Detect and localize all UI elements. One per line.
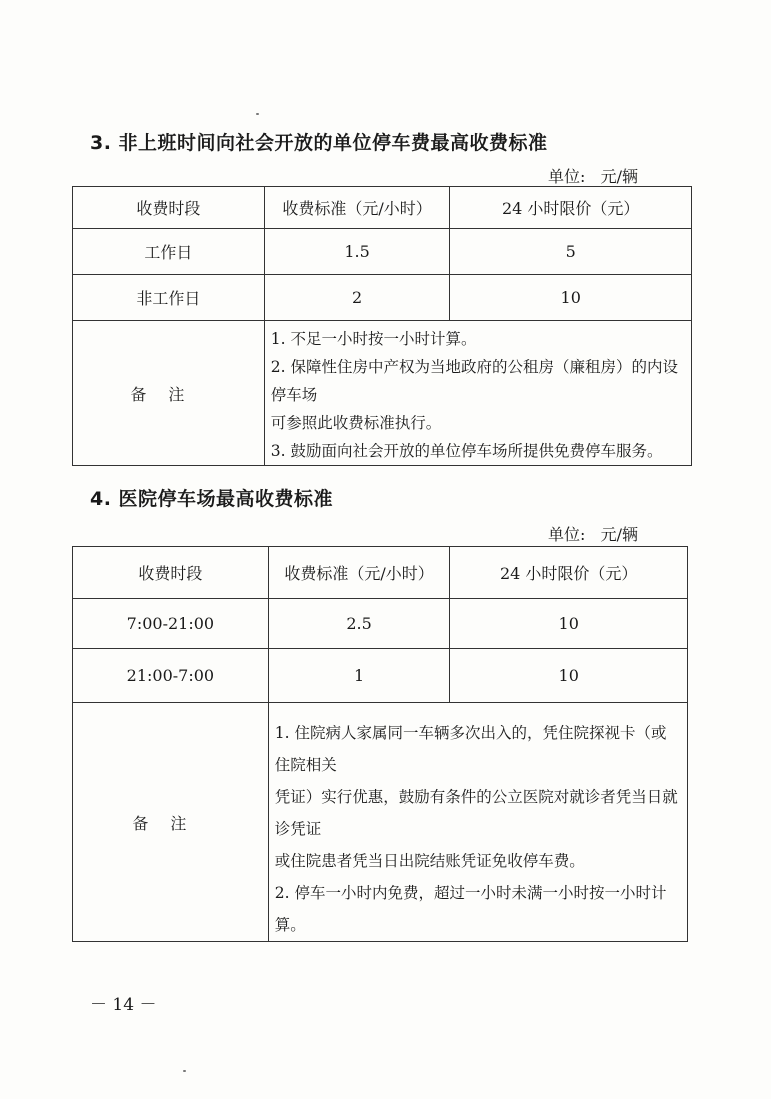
note-line: 3. 鼓励面向社会开放的单位停车场所提供免费停车服务。 xyxy=(270,442,663,460)
row-rate: 1.5 xyxy=(264,229,450,275)
note-line: 1. 不足一小时按一小时计算。 xyxy=(270,330,477,348)
notes-cell xyxy=(264,321,691,466)
note-line: 1. 住院病人家属同一车辆多次出入的，凭住院探视卡（或住院相关 xyxy=(274,724,667,774)
row-cap: 10 xyxy=(450,275,692,321)
section4-fee-table xyxy=(72,546,688,942)
row-cap: 10 xyxy=(450,599,688,649)
row-rate: 1 xyxy=(268,649,450,703)
row-period: 21:00-7:00 xyxy=(73,649,269,703)
note-label: 备注 xyxy=(73,703,269,942)
row-rate: 2.5 xyxy=(268,599,450,649)
page-number: － 14 － xyxy=(90,995,157,1015)
notes-row xyxy=(73,321,692,466)
row-cap: 5 xyxy=(450,229,692,275)
table-row xyxy=(73,599,688,649)
scan-speck xyxy=(183,1070,186,1072)
header-rate: 收费标准（元/小时） xyxy=(264,187,450,229)
header-cap: 24 小时限价（元） xyxy=(450,547,688,599)
table-header-row xyxy=(73,187,692,229)
note-line: 或住院患者凭当日出院结账凭证免收停车费。 xyxy=(274,852,585,870)
note-line: 可参照此收费标准执行。 xyxy=(270,414,442,432)
section3-title: 3. 非上班时间向社会开放的单位停车费最高收费标准 xyxy=(90,132,548,154)
section4-title: 4. 医院停车场最高收费标准 xyxy=(90,488,334,510)
section3-fee-table xyxy=(72,186,692,466)
header-cap: 24 小时限价（元） xyxy=(450,187,692,229)
row-cap: 10 xyxy=(450,649,688,703)
scan-speck xyxy=(256,113,259,115)
row-period: 工作日 xyxy=(73,229,265,275)
table-header-row xyxy=(73,547,688,599)
table-row xyxy=(73,649,688,703)
table-row xyxy=(73,229,692,275)
section3-unit: 单位: 元/辆 xyxy=(548,167,639,186)
note-line: 2. 停车一小时内免费，超过一小时未满一小时按一小时计算。 xyxy=(274,884,667,934)
header-period: 收费时段 xyxy=(73,187,265,229)
section4-unit: 单位: 元/辆 xyxy=(548,525,639,544)
header-period: 收费时段 xyxy=(73,547,269,599)
table-row xyxy=(73,275,692,321)
notes-cell xyxy=(268,703,687,942)
row-period: 非工作日 xyxy=(73,275,265,321)
row-rate: 2 xyxy=(264,275,450,321)
note-label: 备注 xyxy=(73,321,265,466)
note-line: 凭证）实行优惠，鼓励有条件的公立医院对就诊者凭当日就诊凭证 xyxy=(274,788,678,838)
note-line: 2. 保障性住房中产权为当地政府的公租房（廉租房）的内设停车场 xyxy=(270,358,678,404)
header-rate: 收费标准（元/小时） xyxy=(268,547,450,599)
row-period: 7:00-21:00 xyxy=(73,599,269,649)
notes-row xyxy=(73,703,688,942)
